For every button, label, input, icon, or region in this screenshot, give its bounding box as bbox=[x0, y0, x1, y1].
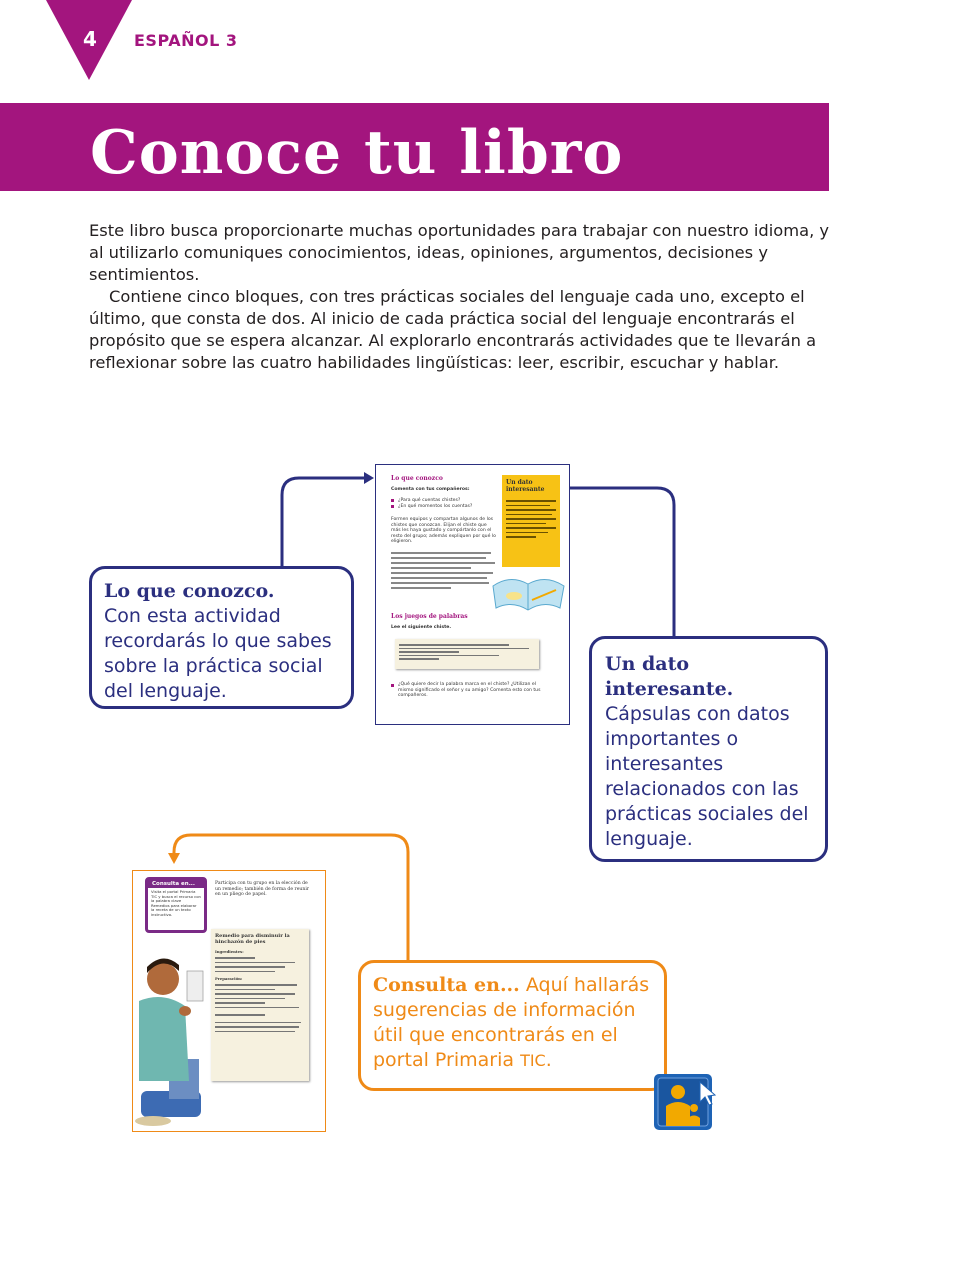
callout-consulta-period: . bbox=[545, 1049, 552, 1071]
section-name: ESPAÑOL 3 bbox=[134, 31, 238, 50]
connector-lo-que-conozco bbox=[282, 478, 370, 566]
recipe-card bbox=[211, 929, 309, 1081]
callout-un-dato-text: Cápsulas con datos importantes o interesantes relacionados con las prácticas sociales del lenguaje. bbox=[605, 703, 809, 850]
sample-page-consulta bbox=[132, 870, 326, 1132]
dato-box-lines bbox=[506, 497, 556, 541]
consulta-box bbox=[145, 877, 207, 933]
bullet-2 bbox=[391, 505, 394, 508]
arrow-lo-que-conozco bbox=[364, 472, 374, 484]
man-reading-illustration bbox=[133, 931, 213, 1131]
thumb-paragraph: Formen equipos y compartan algunos de los chistes que conozcan. Elijan el chiste que más les haya gustado y compártanlo con el resto del grupo; además expliquen por qué lo eligieron. bbox=[391, 517, 496, 545]
thumb-lee: Lee el siguiente chiste. bbox=[391, 625, 452, 630]
intro-paragraph-2: Contiene cinco bloques, con tres prácticas sociales del lenguaje cada uno, excepto el último, que consta de dos. Al inicio de cada práctica social del lenguaje encontrarás el propósito que se espera alcanzar. Al explorarlo encontrarás actividades que te llevarán a reflexionar sobre las cuatro habilidades lingüísticas: leer, escribir, escuchar y hablar. bbox=[89, 287, 817, 372]
dato-interesante-box bbox=[502, 475, 560, 567]
open-book-illustration bbox=[488, 566, 568, 616]
recipe-ingredients: Ingredientes: bbox=[215, 949, 244, 954]
callout-consulta-heading: Consulta en... bbox=[373, 974, 520, 996]
callout-un-dato bbox=[589, 636, 828, 862]
sample-page-lo-que-conozco bbox=[375, 464, 570, 725]
consulta-box-title: Consulta en... bbox=[148, 880, 204, 888]
thumb-heading: Lo que conozco bbox=[391, 475, 443, 482]
thumb-text-lines bbox=[391, 549, 496, 592]
joke-card bbox=[395, 639, 539, 669]
recipe-preparation-lines bbox=[215, 984, 305, 1032]
thumb-heading-2: Los juegos de palabras bbox=[391, 613, 468, 620]
callout-lo-que-conozco-heading: Lo que conozco. bbox=[104, 580, 275, 602]
page-title: Conoce tu libro bbox=[90, 118, 624, 188]
callout-consulta-text: Aquí hallarás sugerencias de información útil que encontrarás en el portal Primaria bbox=[373, 974, 650, 1071]
thumb-q3: ¿Qué quiere decir la palabra marca en el chiste? ¿Utilizan el mismo significado el señor y su amigo? Comenta esto con tus compañeros. bbox=[398, 682, 541, 699]
thumb2-intro: Participa con tu grupo en la elección de un remedio; también de forma de reunir en un pliego de papel. bbox=[215, 881, 309, 898]
callout-consulta bbox=[358, 960, 667, 1091]
recipe-title: Remedio para disminuir la hinchazón de pies bbox=[215, 933, 290, 945]
primaria-tic-icon bbox=[654, 1074, 718, 1130]
callout-un-dato-heading: Un dato interesante. bbox=[605, 653, 734, 700]
thumb-q1: ¿Para qué cuentas chistes? bbox=[398, 498, 461, 503]
callout-lo-que-conozco bbox=[89, 566, 354, 709]
dato-box-title: Un dato interesante bbox=[506, 479, 545, 493]
callout-consulta-tic: TIC bbox=[520, 1051, 546, 1070]
thumb-q2: ¿En qué momentos los cuentas? bbox=[398, 504, 473, 509]
page-number: 4 bbox=[83, 27, 97, 51]
recipe-preparation: Preparación: bbox=[215, 976, 243, 981]
recipe-ingredient-lines bbox=[215, 957, 305, 972]
intro-paragraph-1: Este libro busca proporcionarte muchas oportunidades para trabajar con nuestro idioma, y al utilizarlo comuniques conocimientos, ideas, opiniones, argumentos, decisiones y sentimientos. bbox=[89, 221, 830, 284]
bullet-1 bbox=[391, 499, 394, 502]
consulta-box-text: Visita el portal Primaria TIC y busca el recurso con la palabra clave Remedios para elaborar la receta de un texto instructivo. bbox=[151, 889, 201, 917]
arrow-consulta bbox=[168, 853, 180, 864]
bullet-3 bbox=[391, 684, 394, 687]
thumb-sub: Comenta con tus compañeros: bbox=[391, 487, 470, 492]
callout-lo-que-conozco-text: Con esta actividad recordarás lo que sabes sobre la práctica social del lenguaje. bbox=[104, 605, 332, 702]
